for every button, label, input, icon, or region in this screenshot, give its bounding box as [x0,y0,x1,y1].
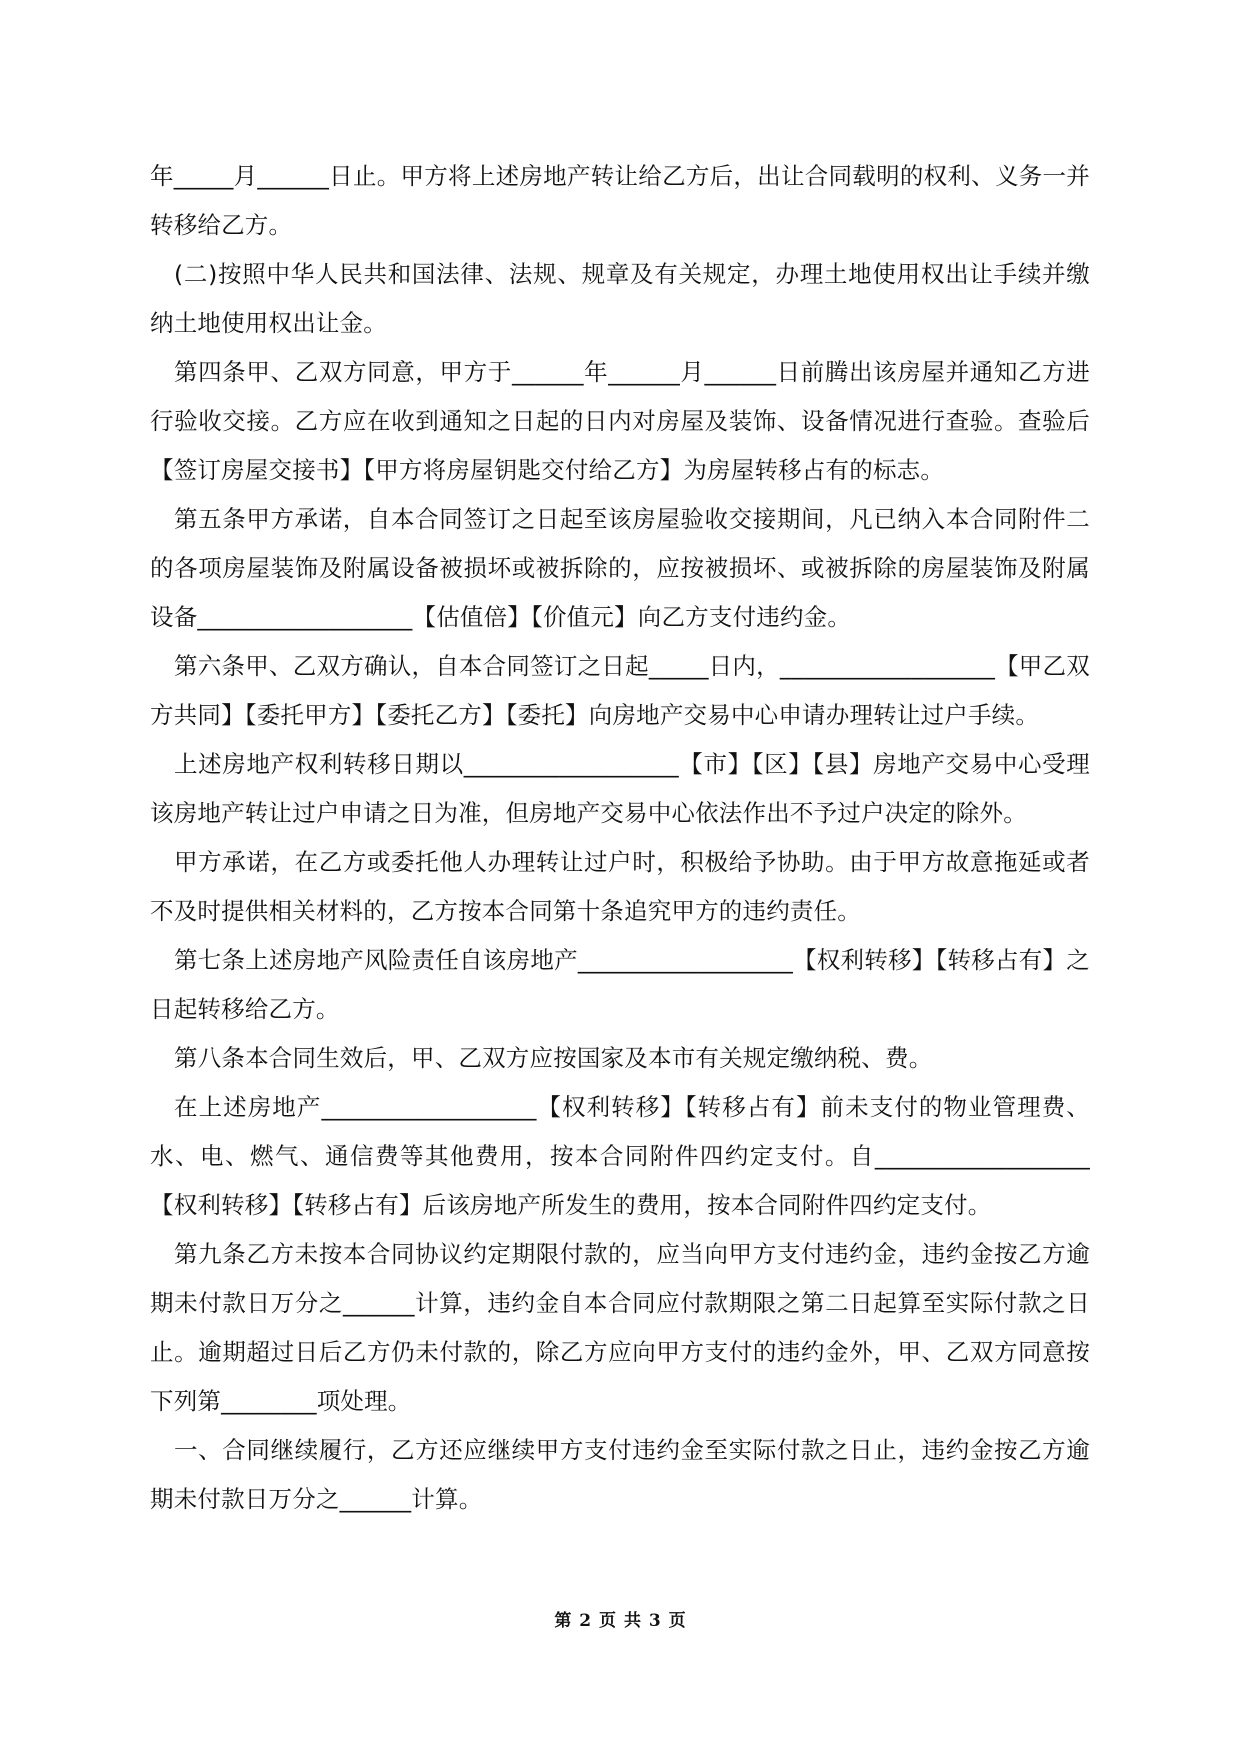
document-body [150,152,1090,1524]
paragraph: 甲方承诺，在乙方或委托他人办理转让过户时，积极给予协助。由于甲方故意拖延或者不及时提供相关材料的，乙方按本合同第十条追究甲方的违约责任。 [150,848,1090,925]
paragraph: 第九条乙方未按本合同协议约定期限付款的，应当向甲方支付违约金，违约金按乙方逾期未付款日万分之______计算，违约金自本合同应付款期限之第二日起算至实际付款之日止。逾期超过日后乙方仍未付款的，除乙方应向甲方支付的违约金外，甲、乙双方同意按下列第________项处理。 [150,1240,1090,1415]
paragraph: 第四条甲、乙双方同意，甲方于______年______月______日前腾出该房屋并通知乙方进行验收交接。乙方应在收到通知之日起的日内对房屋及装饰、设备情况进行查验。查验后【签订房屋交接书】【甲方将房屋钥匙交付给乙方】为房屋转移占有的标志。 [150,358,1090,484]
paragraph: 一、合同继续履行，乙方还应继续甲方支付违约金至实际付款之日止，违约金按乙方逾期未付款日万分之______计算。 [150,1436,1090,1513]
page-footer: 第 2 页 共 3 页 [554,1611,687,1631]
paragraph: 在上述房地产__________________【权利转移】【转移占有】前未支付的物业管理费、水、电、燃气、通信费等其他费用，按本合同附件四约定支付。自__________________【权利转移】【转移占有】后该房地产所发生的费用，按本合同附件四约定支付。 [150,1093,1090,1219]
paragraph: 第五条甲方承诺，自本合同签订之日起至该房屋验收交接期间，凡已纳入本合同附件二的各项房屋装饰及附属设备被损坏或被拆除的，应按被损坏、或被拆除的房屋装饰及附属设备__________________【估值倍】【价值元】向乙方支付违约金。 [150,505,1090,631]
paragraph: 年_____月______日止。甲方将上述房地产转让给乙方后，出让合同载明的权利、义务一并转移给乙方。 [150,162,1090,239]
paragraph: 第六条甲、乙双方确认，自本合同签订之日起_____日内，__________________【甲乙双方共同】【委托甲方】【委托乙方】【委托】向房地产交易中心申请办理转让过户手续。 [150,652,1090,729]
paragraph: (二)按照中华人民共和国法律、法规、规章及有关规定，办理土地使用权出让手续并缴纳土地使用权出让金。 [150,260,1090,337]
paragraph: 第八条本合同生效后，甲、乙双方应按国家及本市有关规定缴纳税、费。 [174,1044,933,1072]
paragraph: 上述房地产权利转移日期以__________________【市】【区】【县】房地产交易中心受理该房地产转让过户申请之日为准，但房地产交易中心依法作出不予过户决定的除外。 [150,750,1090,827]
paragraph: 第七条上述房地产风险责任自该房地产__________________【权利转移】【转移占有】之日起转移给乙方。 [150,946,1090,1023]
